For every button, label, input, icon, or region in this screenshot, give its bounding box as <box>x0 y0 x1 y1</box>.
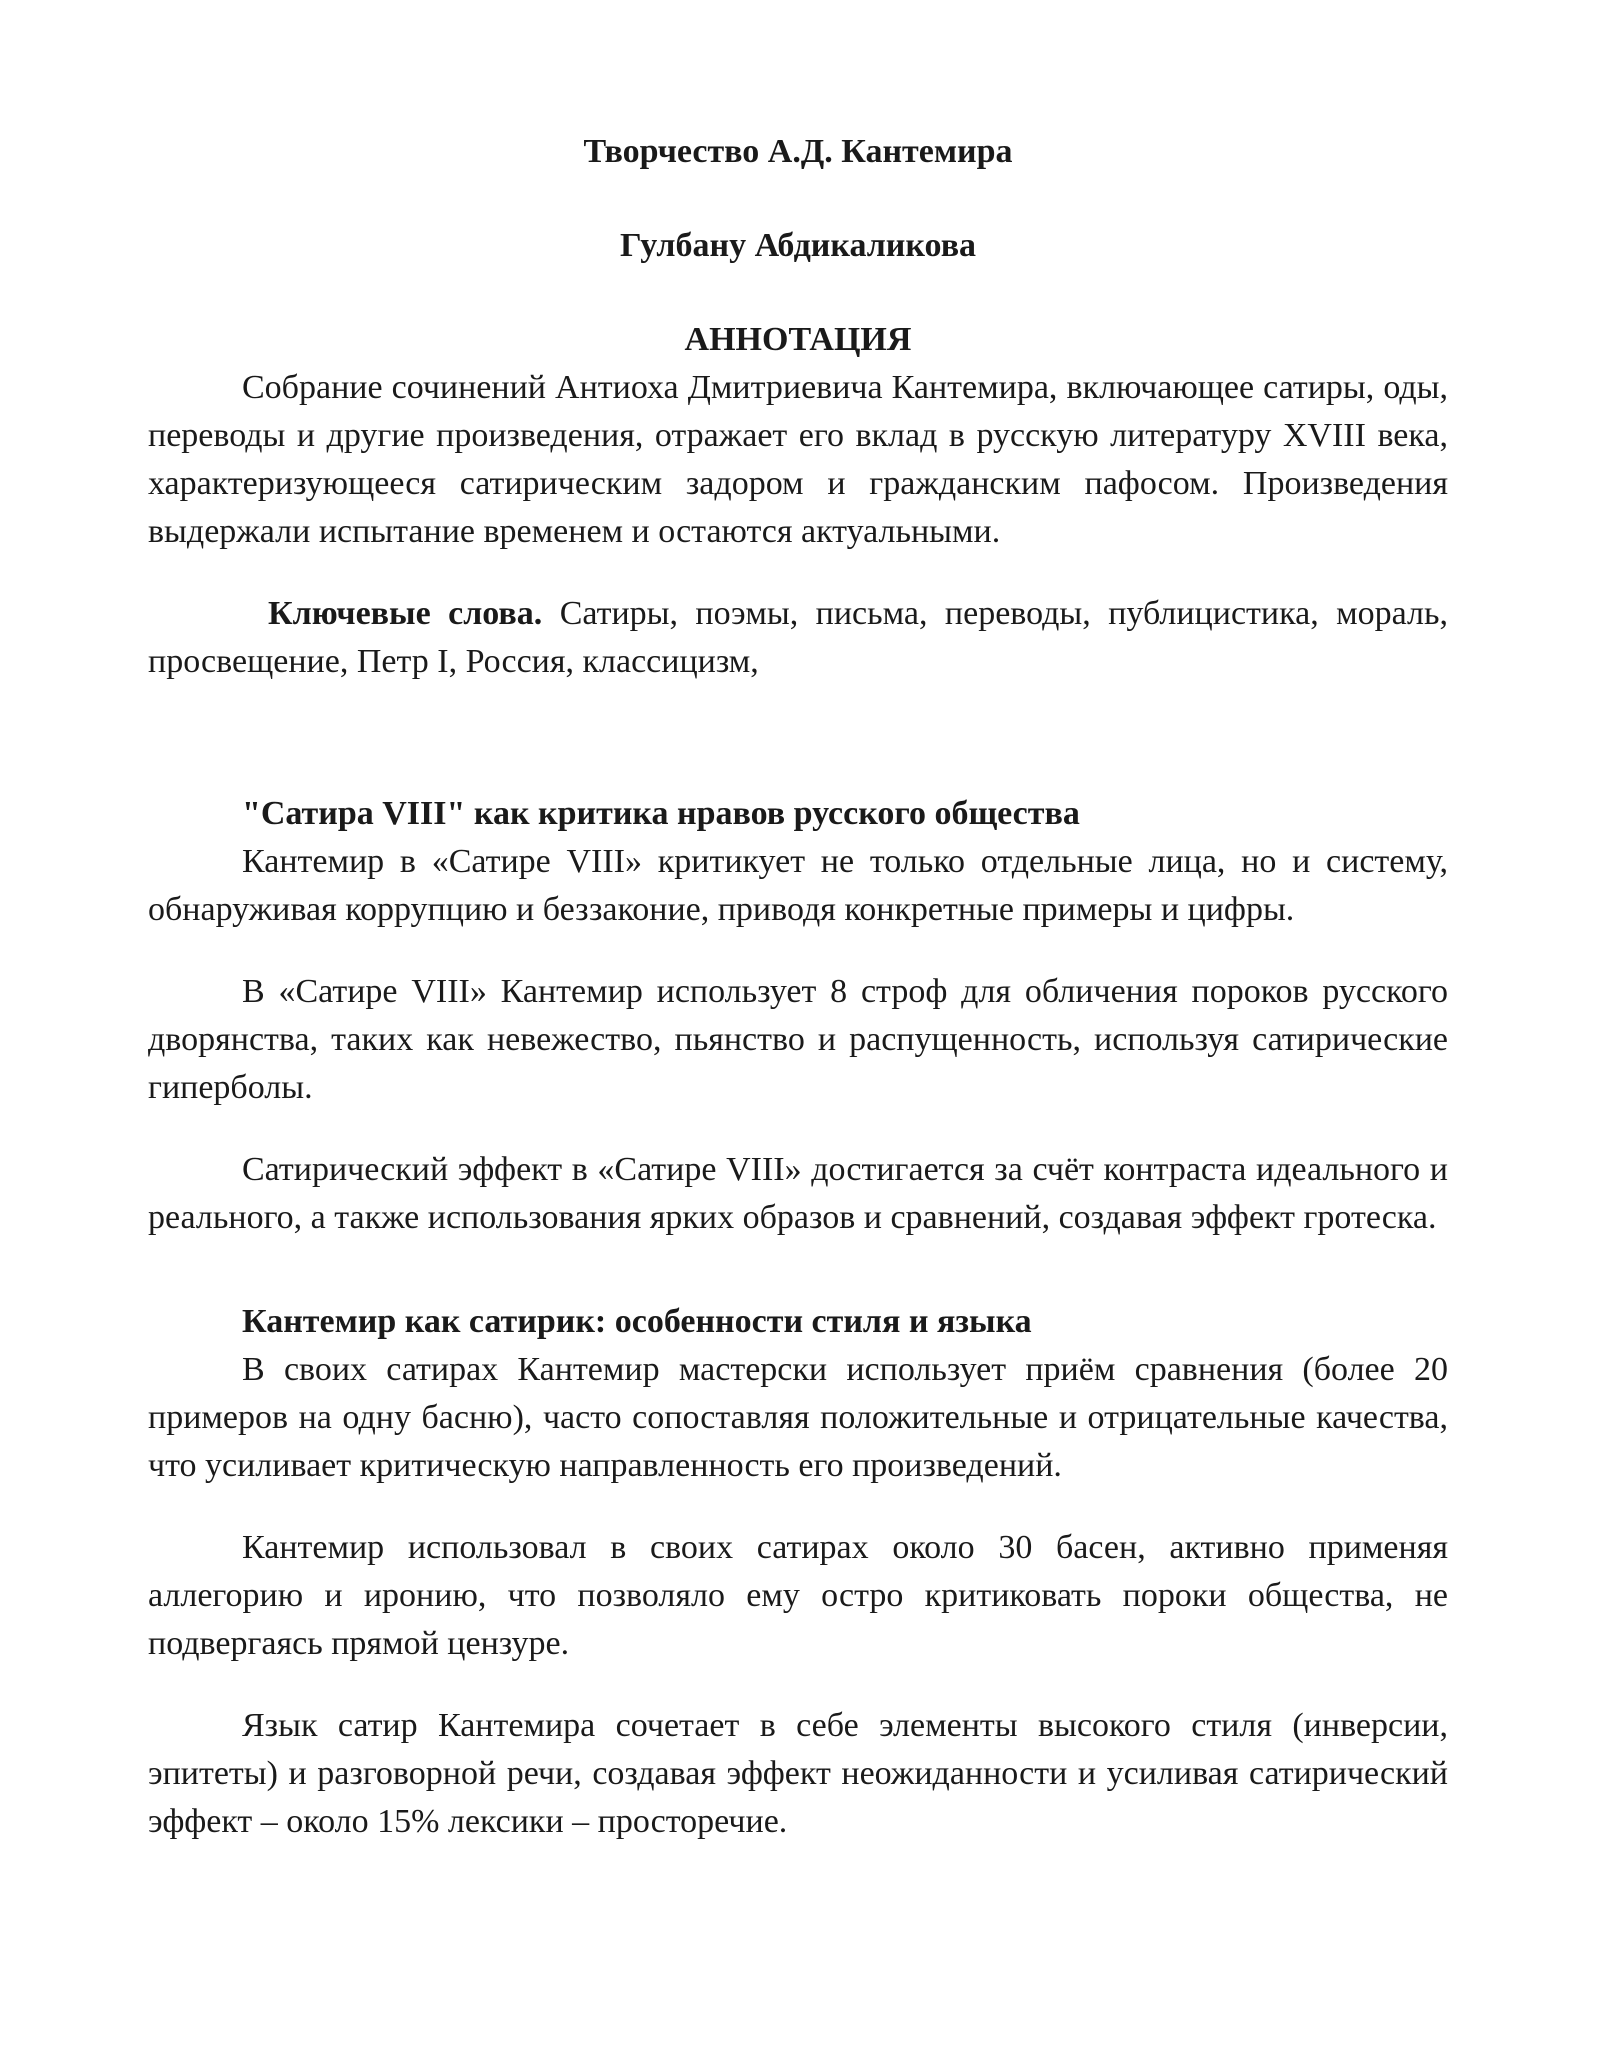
keywords-list: Сатиры, поэмы, письма, переводы, публицистика, мораль, просвещение, Петр I, Россия, классицизм, <box>148 595 1448 680</box>
annotation-paragraph: Собрание сочинений Антиоха Дмитриевича Кантемира, включающее сатиры, оды, переводы и другие произведения, отражает его вклад в русскую литературу XVIII века, характеризующееся сатирическим задором и гражданским пафосом. Произведения выдержали испытание временем и остаются актуальными. <box>148 369 1448 550</box>
section-paragraph: В «Сатире VIII» Кантемир использует 8 строф для обличения пороков русского дворянства, таких как невежество, пьянство и распущенность, используя сатирические гиперболы. <box>148 973 1448 1106</box>
document-title: Творчество А.Д. Кантемира <box>583 133 1013 170</box>
document-page <box>148 128 1448 1846</box>
section-paragraph: В своих сатирах Кантемир мастерски использует приём сравнения (более 20 примеров на одну басню), часто сопоставляя положительные и отрицательные качества, что усиливает критическую направленность его произведений. <box>148 1351 1448 1484</box>
section-paragraph: Язык сатир Кантемира сочетает в себе элементы высокого стиля (инверсии, эпитеты) и разговорной речи, создавая эффект неожиданности и усиливая сатирический эффект – около 15% лексики – просторечие. <box>148 1707 1448 1840</box>
section-title: "Сатира VIII" как критика нравов русского общества <box>242 795 1080 832</box>
section-title: Кантемир как сатирик: особенности стиля и языка <box>242 1303 1032 1340</box>
section-paragraph: Сатирический эффект в «Сатире VIII» достигается за счёт контраста идеального и реального, а также использования ярких образов и сравнений, создавая эффект гротеска. <box>148 1151 1448 1236</box>
keywords-label: Ключевые слова. <box>268 595 543 632</box>
keywords-paragraph <box>148 590 1448 686</box>
document-author: Гулбану Абдикаликова <box>619 227 977 264</box>
section-paragraph: Кантемир в «Сатире VIII» критикует не только отдельные лица, но и систему, обнаруживая коррупцию и беззаконие, приводя конкретные примеры и цифры. <box>148 843 1448 928</box>
section-paragraph: Кантемир использовал в своих сатирах около 30 басен, активно применяя аллегорию и иронию, что позволяло ему остро критиковать пороки общества, не подвергаясь прямой цензуре. <box>148 1529 1448 1662</box>
annotation-heading: АННОТАЦИЯ <box>684 321 912 358</box>
